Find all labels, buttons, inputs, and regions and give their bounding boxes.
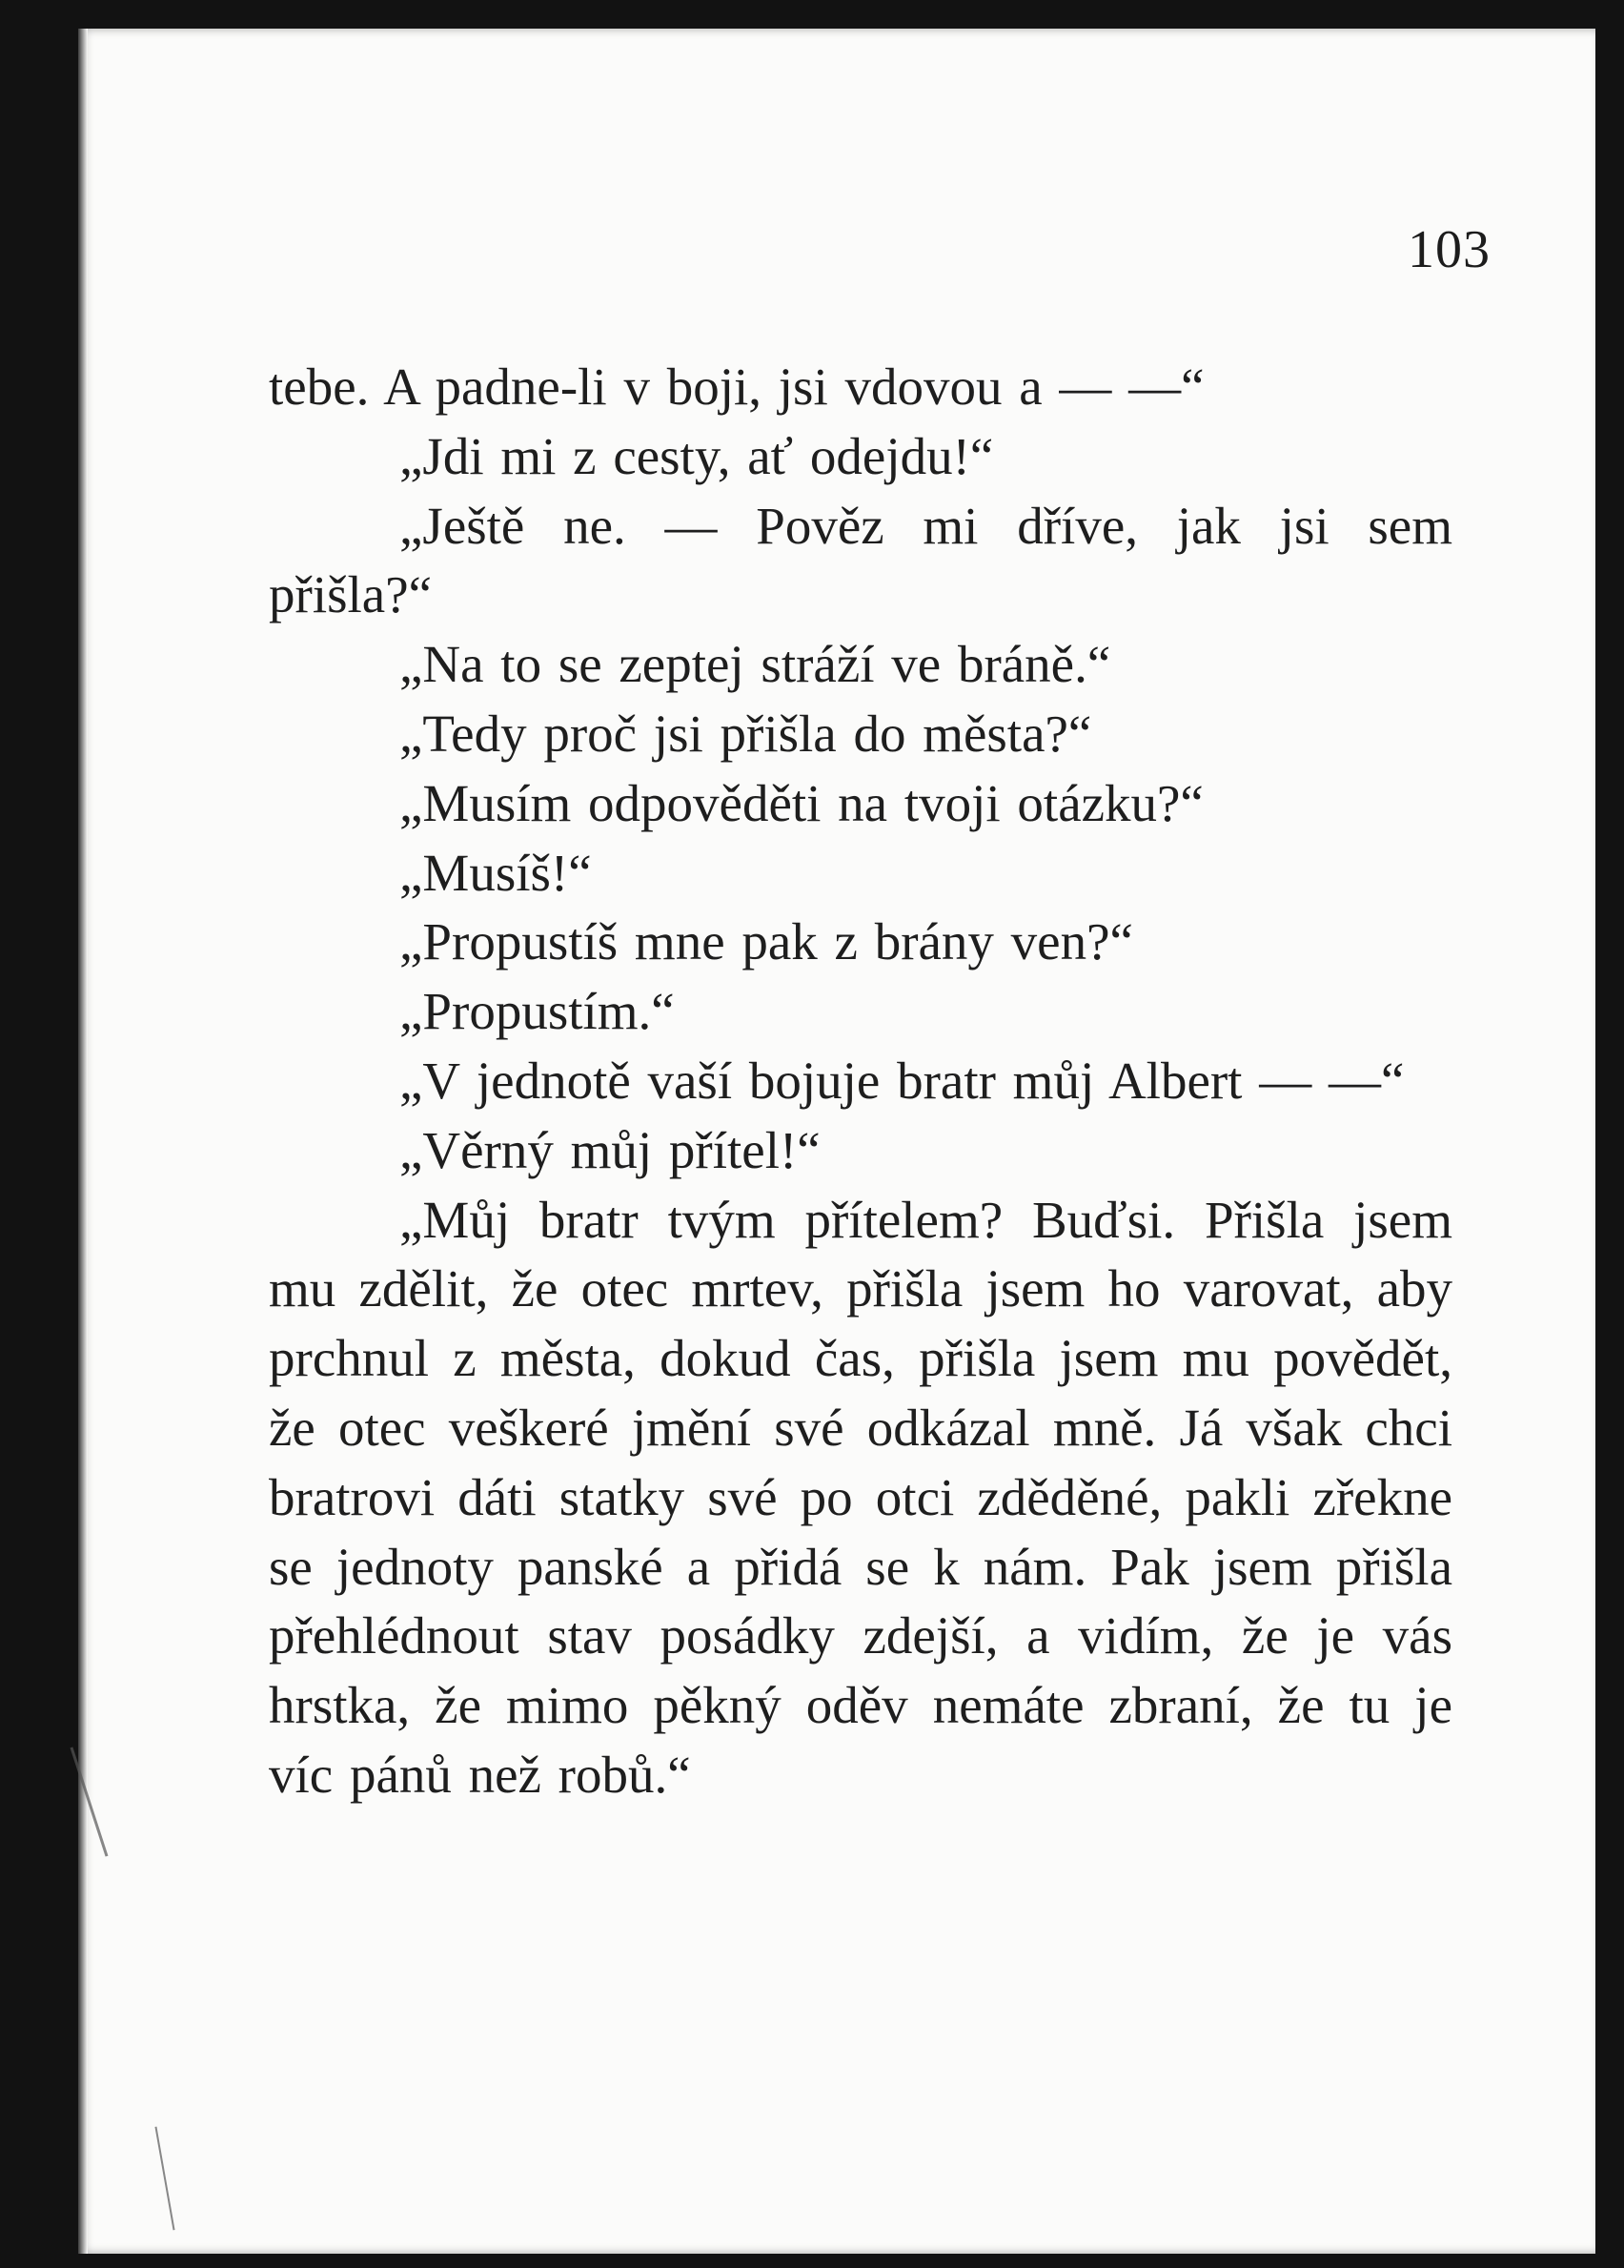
book-page [78, 29, 1595, 2254]
scan-artifact-mark-bottom [154, 2127, 174, 2231]
paragraph-8: „Propustíš mne pak z brány ven?“ [399, 912, 1133, 971]
paragraph-9: „Propustím.“ [399, 982, 675, 1041]
paragraph-12: „Můj bratr tvým přítelem? Buďsi. Přišla jsem mu zdělit, že otec mrtev, přišla jsem ho varovat, aby prchnul z města, dokud čas, přišla jsem mu povědět, že otec veškeré jmění své odkázal mně. Já však chci bratrovi dáti statky své po otci zděděné, pakli zřekne se jednoty panské a přidá se k nám. Pak jsem přišla přehlédnout stav posádky zdejší, a vidím, že je vás hrstka, že mimo pěkný oděv nemáte zbraní, že tu je víc pánů než robů.“ [269, 1190, 1452, 1804]
paragraph-7: „Musíš!“ [399, 843, 592, 902]
page-text [269, 353, 1452, 1810]
paragraph-2: „Jdi mi z cesty, ať odejdu!“ [399, 426, 994, 485]
paragraph-10: „V jednotě vaší bojuje bratr můj Albert — —“ [399, 1051, 1405, 1110]
paragraph-4: „Na to se zeptej stráží ve bráně.“ [399, 635, 1111, 694]
paragraph-11: „Věrný můj přítel!“ [399, 1120, 821, 1179]
paragraph-6: „Musím odpověděti na tvoji otázku?“ [399, 773, 1204, 832]
paragraph-1: tebe. A padne-li v boji, jsi vdovou a — —“ [269, 358, 1205, 416]
page-number: 103 [1408, 220, 1491, 279]
paragraph-3: „Ještě ne. — Pověz mi dříve, jak jsi sem přišla?“ [269, 496, 1452, 624]
page-gutter-shadow [78, 29, 88, 2254]
paragraph-5: „Tedy proč jsi přišla do města?“ [399, 704, 1092, 763]
